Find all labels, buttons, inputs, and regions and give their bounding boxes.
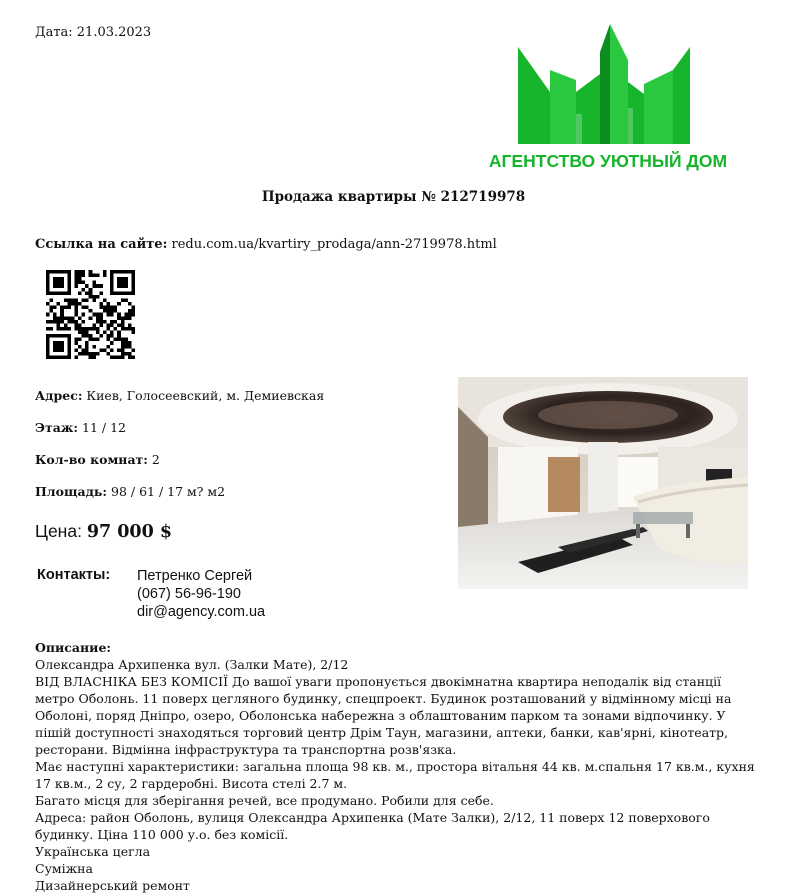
description-line: Дизайнерський ремонт — [35, 878, 190, 893]
area-row — [35, 484, 225, 499]
agency-logo — [478, 22, 738, 172]
logo-text: АГЕНТСТВО УЮТНЫЙ ДОМ — [488, 151, 728, 171]
description-line: Має наступні характеристики: загальна площа 98 кв. м., простора вітальня 44 кв. м.спальня 17 кв.м., кухня 17 кв.м., 2 су, 2 гардеробні. Висота стелі 2.7 м. — [35, 759, 755, 791]
address-value: Киев, Голосеевский, м. Демиевская — [86, 388, 325, 403]
description-line: Багато місця для зберігання речей, все продумано. Робили для себе. — [35, 793, 494, 808]
price-value: 97 000 $ — [86, 522, 173, 542]
contact-phone[interactable]: (067) 56-96-190 — [137, 586, 241, 602]
area-value: 98 / 61 / 17 м? м2 — [111, 484, 226, 499]
rooms-row — [35, 452, 160, 467]
apartment-photo — [458, 377, 748, 589]
description-line: Адреса: район Оболонь, вулиця Олександра Архипенка (Мате Залки), 2/12, 11 поверх 12 поверхового будинку. Ціна 110 000 у.о. без комісії. — [35, 810, 710, 842]
document-date: Дата: 21.03.2023 — [35, 25, 152, 40]
description-line: Українська цегла — [35, 844, 151, 859]
contacts-block — [137, 567, 265, 621]
rooms-value: 2 — [151, 452, 160, 467]
contact-email[interactable]: dir@agency.com.ua — [137, 604, 266, 620]
qr-code-icon — [46, 270, 135, 359]
rooms-label: Кол-во комнат: — [35, 452, 148, 467]
address-label: Адрес: — [35, 388, 83, 403]
living-room-photo-icon — [458, 377, 748, 589]
description-line: Олександра Архипенка вул. (Залки Мате), 2/12 — [35, 657, 349, 672]
site-link-url[interactable]: redu.com.ua/kvartiry_prodaga/ann-2719978.html — [171, 237, 497, 252]
area-label: Площадь: — [35, 484, 108, 499]
contact-name: Петренко Сергей — [137, 568, 253, 584]
floor-value: 11 / 12 — [82, 420, 126, 435]
floor-row — [35, 420, 126, 435]
address-row — [35, 388, 324, 403]
contacts-label: Контакты: — [37, 567, 111, 583]
qr-code — [46, 270, 135, 359]
page-title: Продажа квартиры № 212719978 — [261, 189, 526, 205]
building-logo-icon — [478, 22, 738, 172]
site-link-row — [35, 237, 497, 252]
price-row — [35, 521, 172, 542]
description-block — [35, 639, 755, 894]
description-heading: Описание: — [35, 640, 112, 655]
description-line: ВІД ВЛАСНІКА БЕЗ КОМІСІЇ До вашої уваги пропонується двокімнатна квартира неподалік від станції метро Оболонь. 11 поверх цегляного будинку, спецпроект. Будинок розташований у відмінному місці на Оболоні, поряд Дніпро, озеро, Оболонська набережна з облаштованим парком та зонами відпочинку. У пішій доступності знаходяться торговий центр Дрім Таун, магазини, аптеки, банки, кав'ярні, кінотеатр, ресторани. Відмінна інфраструктура та транспортна розв'язка. — [35, 674, 732, 757]
site-link-label: Ссылка на сайте: — [35, 237, 168, 252]
floor-label: Этаж: — [35, 420, 79, 435]
price-label: Цена: — [35, 521, 82, 541]
description-line: Суміжна — [35, 861, 93, 876]
